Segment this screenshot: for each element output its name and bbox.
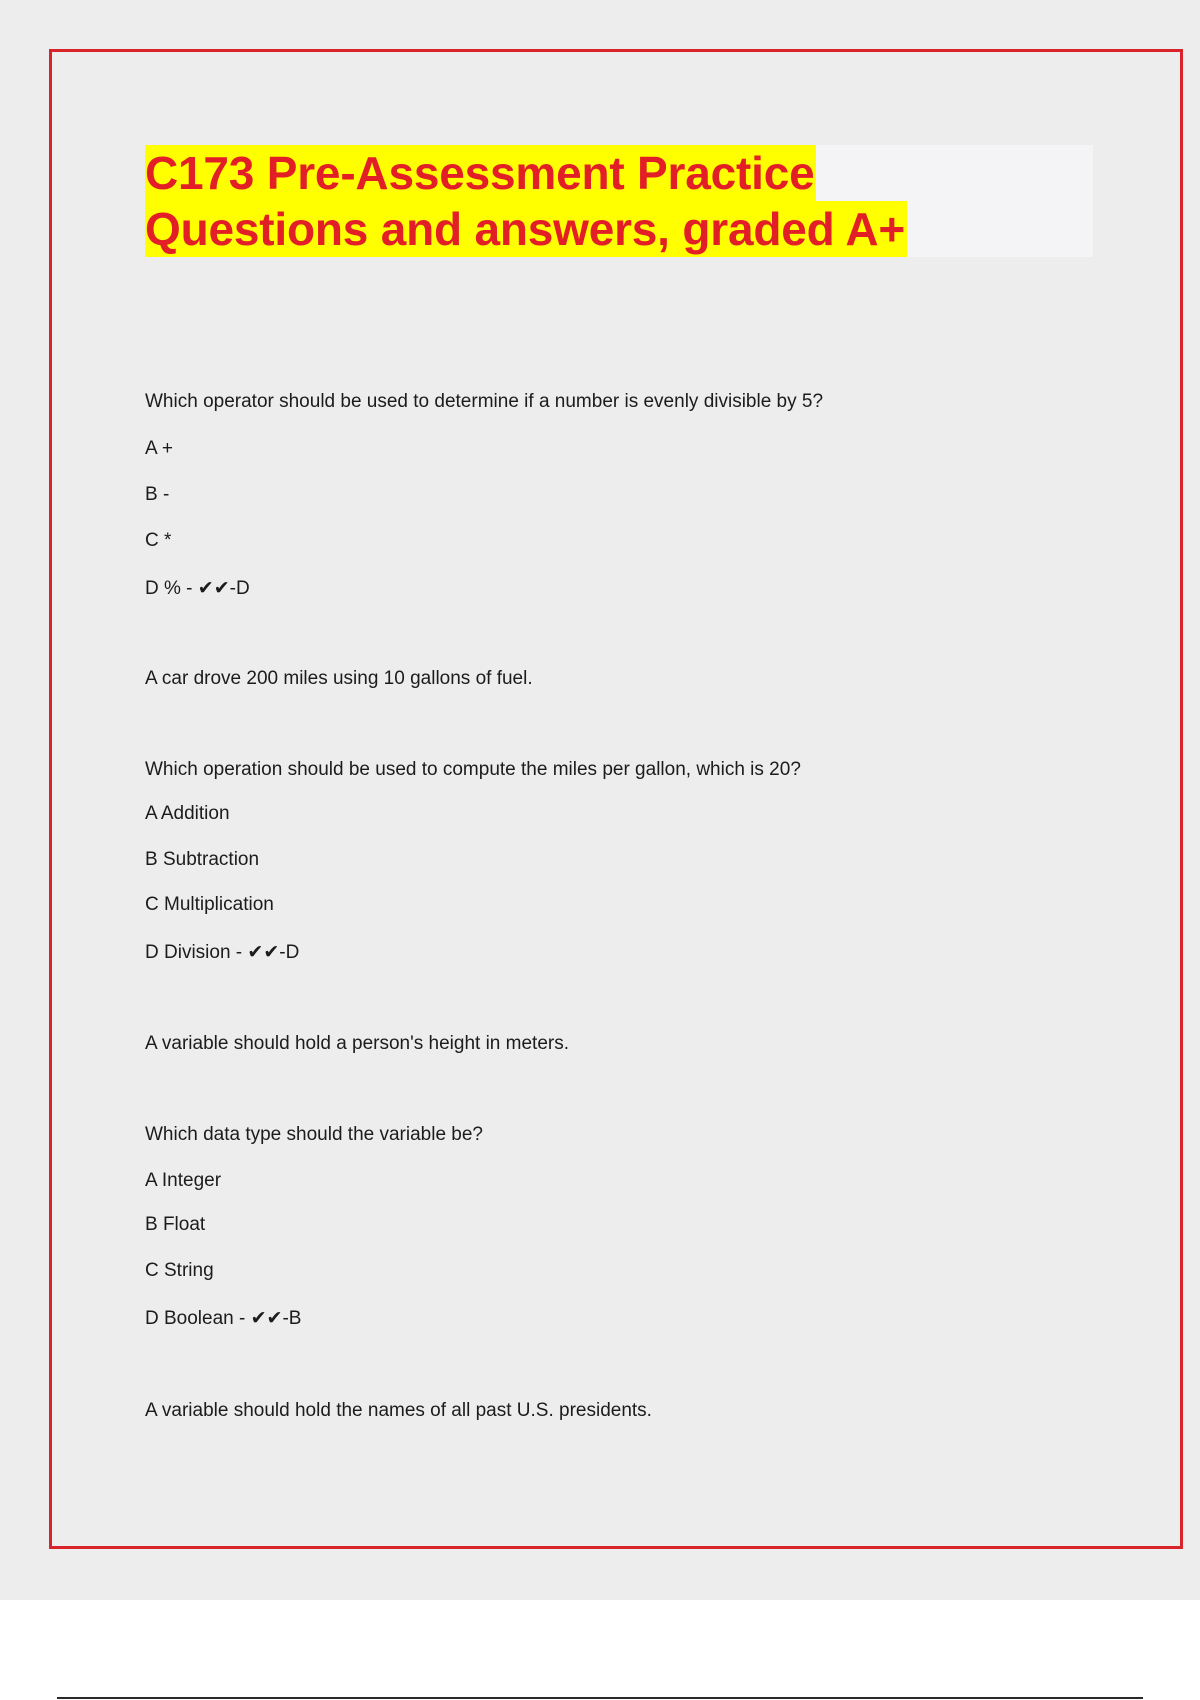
question-3-option-c: C String: [145, 1260, 214, 1281]
question-2-option-b: B Subtraction: [145, 849, 260, 870]
question-2-context: A car drove 200 miles using 10 gallons of fuel.: [145, 668, 533, 689]
question-3-option-d-answer: D Boolean - ✔✔-B: [145, 1308, 302, 1329]
question-3-text: Which data type should the variable be?: [145, 1124, 483, 1145]
title-line-1: C173 Pre-Assessment Practice: [145, 147, 815, 199]
question-3-option-b: B Float: [145, 1214, 206, 1235]
question-1-option-a: A +: [145, 438, 173, 459]
question-2-option-c: C Multiplication: [145, 894, 274, 915]
question-1-option-d-answer: D % - ✔✔-D: [145, 578, 250, 599]
question-3-context: A variable should hold a person's height in meters.: [145, 1033, 569, 1054]
bottom-divider: [57, 1697, 1143, 1699]
document-title: [145, 145, 907, 257]
question-4-context: A variable should hold the names of all past U.S. presidents.: [145, 1400, 652, 1421]
question-1-option-c: C *: [145, 530, 172, 551]
question-2-option-d-answer: D Division - ✔✔-D: [145, 942, 300, 963]
question-1-option-b: B -: [145, 484, 170, 505]
question-1-text: Which operator should be used to determine if a number is evenly divisible by 5?: [145, 391, 824, 412]
question-2-text: Which operation should be used to compute the miles per gallon, which is 20?: [145, 759, 801, 780]
question-3-option-a: A Integer: [145, 1170, 222, 1191]
title-line-2: Questions and answers, graded A+: [145, 203, 906, 255]
question-2-option-a: A Addition: [145, 803, 230, 824]
